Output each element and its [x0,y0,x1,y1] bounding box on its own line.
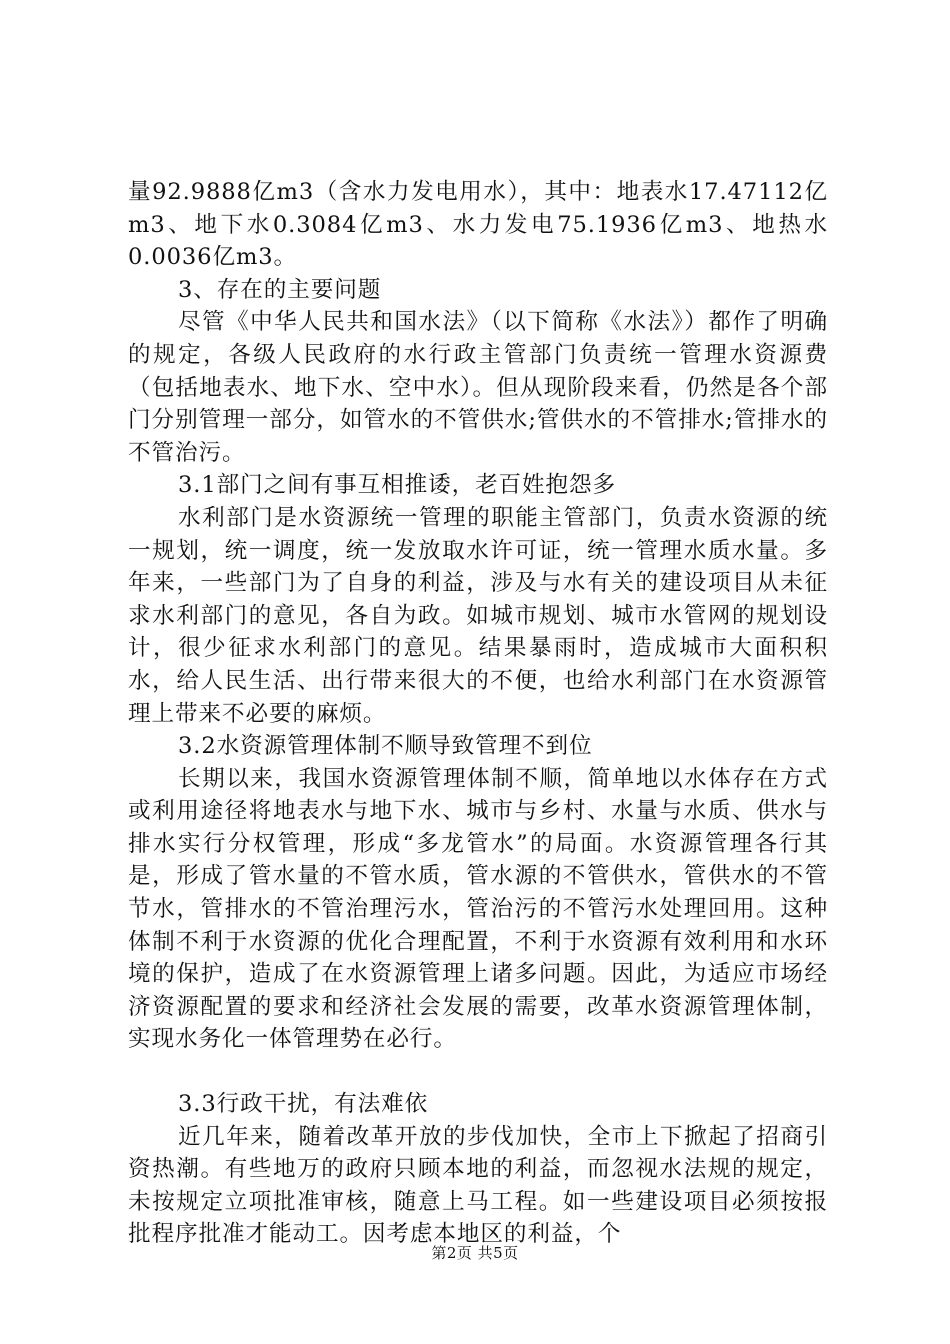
paragraph-3-1: 水利部门是水资源统一管理的职能主管部门，负责水资源的统一规划，统一调度，统一发放取水许可证，统一管理水质水量。多年来，一些部门为了自身的利益，涉及与水有关的建设项目从未征求水利部门的意见，各自为政。如城市规划、城市水管网的规划设计，很少征求水利部门的意见。结果暴雨时，造成城市大面积积水，给人民生活、出行带来很大的不便，也给水利部门在水资源管理上带来不必要的麻烦。 [128,504,828,727]
paragraph-water-usage: 量92.9888亿m3（含水力发电用水），其中：地表水17.47112亿m3、地下水0.3084亿m3、水力发电75.1936亿m3、地热水0.0036亿m3。 [128,179,828,271]
document-body [128,176,828,1251]
paragraph-3-2: 长期以来，我国水资源管理体制不顺，简单地以水体存在方式或利用途径将地表水与地下水、城市与乡村、水量与水质、供水与排水实行分权管理，形成“多龙管水”的局面。水资源管理各行其是，形成了管水量的不管水质，管水源的不管供水，管供水的不管节水，管排水的不管治理污水，管治污的不管污水处理回用。这种体制不利于水资源的优化合理配置，不利于水资源有效利用和水环境的保护，造成了在水资源管理上诸多问题。因此，为适应市场经济资源配置的要求和经济社会发展的需要，改革水资源管理体制，实现水务化一体管理势在必行。 [128,765,828,1053]
section-heading-3-3: 3.3行政干扰，有法难依 [178,1091,429,1118]
section-heading-main-problems: 3、存在的主要问题 [178,276,382,303]
paragraph-3-3: 近几年来，随着改革开放的步伐加快，全市上下掀起了招商引资热潮。有些地万的政府只顾本地的利益，而忽视水法规的规定，未按规定立项批准审核，随意上马工程。如一些建设项目必须按报批程序批准才能动工。因考虑本地区的利益，个 [128,1123,828,1248]
section-heading-3-2: 3.2水资源管理体制不顺导致管理不到位 [178,733,593,760]
section-heading-3-1: 3.1部门之间有事互相推诿，老百姓抱怨多 [178,472,617,499]
paragraph-spacer [128,1056,828,1088]
paragraph-water-law: 尽管《中华人民共和国水法》（以下简称《水法》）都作了明确的规定，各级人民政府的水行政主管部门负责统一管理水资源费（包括地表水、地下水、空中水）。但从现阶段来看，仍然是各个部门分别管理一部分，如管水的不管供水;管供水的不管排水;管排水的不管治污。 [128,309,828,466]
page-number-footer: 第2页 共5页 [431,1244,519,1262]
